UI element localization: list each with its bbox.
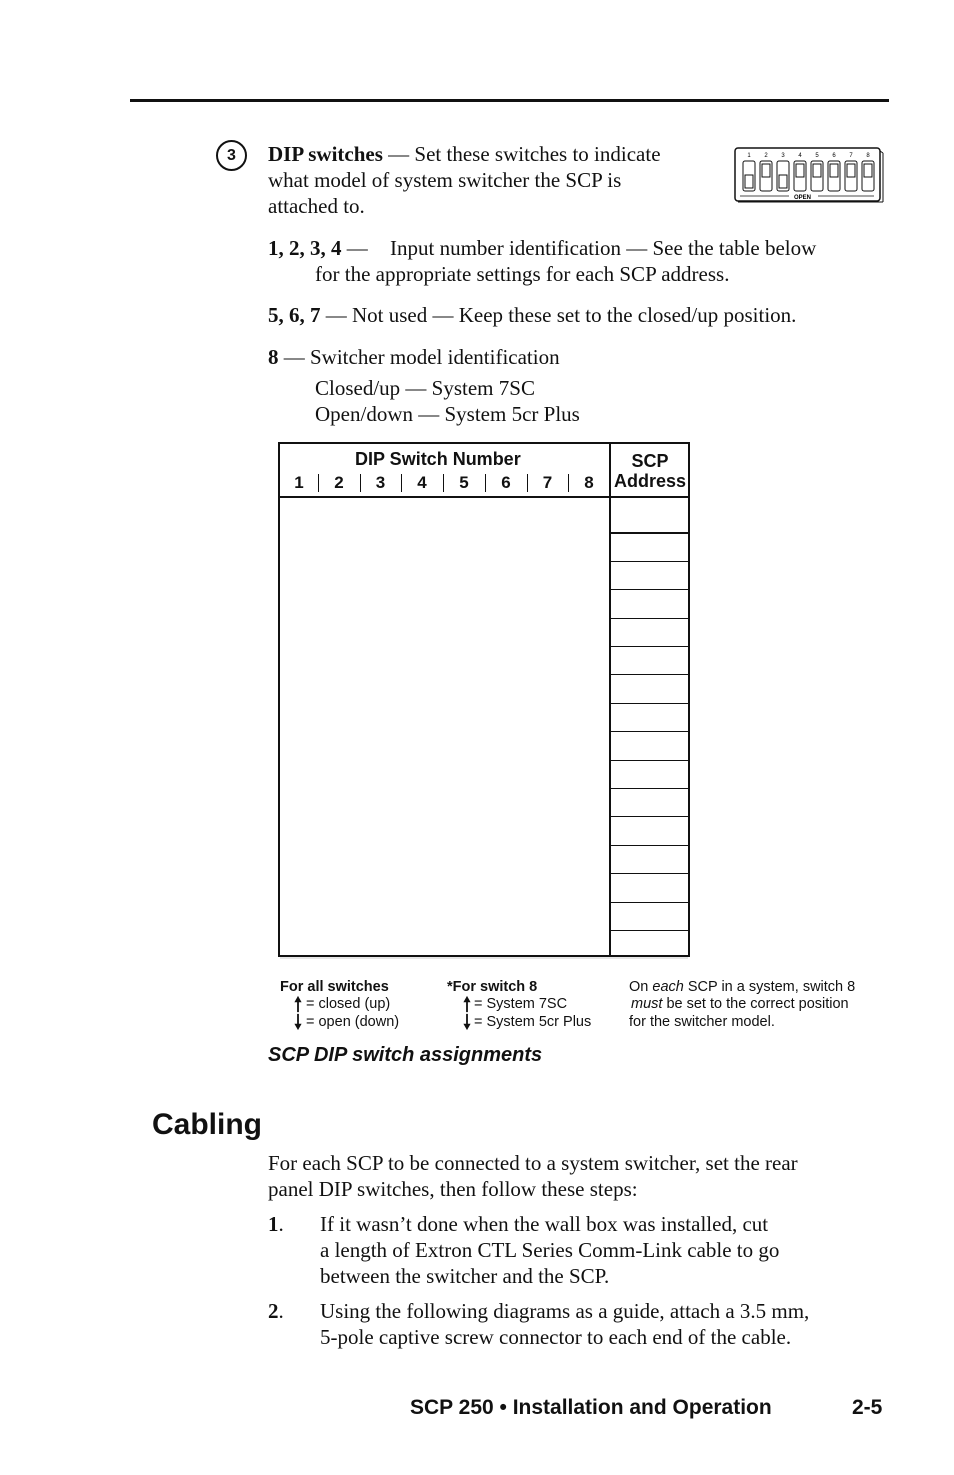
dip-switch-knob bbox=[813, 164, 821, 177]
table-address-header-line2: Address bbox=[613, 471, 687, 491]
dip-open-label: OPEN bbox=[794, 195, 812, 201]
switch-number-header: 8 bbox=[584, 473, 594, 492]
item-1-4-text-line2: for the appropriate settings for each SCP address. bbox=[315, 262, 730, 286]
item-5-7-label: 5, 6, 7 bbox=[268, 303, 321, 327]
legend-all-up: = closed (up) bbox=[306, 996, 391, 1012]
dip-number-label: 7 bbox=[849, 153, 853, 159]
header-column-separator bbox=[318, 474, 319, 492]
step-2-line2: 5-pole captive screw connector to each end of the cable. bbox=[320, 1325, 792, 1349]
closed-up-line: Closed/up — System 7SC bbox=[315, 376, 535, 400]
legend-sw8-up: = System 7SC bbox=[474, 996, 568, 1012]
item-1-4-text-line1: Input number identification — See the table below bbox=[390, 236, 817, 260]
legend-down-arrow-icon bbox=[292, 1013, 304, 1031]
step-number-badge: 3 bbox=[216, 140, 247, 171]
address-row-separator bbox=[610, 703, 688, 704]
cabling-intro-line2: panel DIP switches, then follow these steps: bbox=[268, 1177, 638, 1201]
switch-number-header: 2 bbox=[334, 473, 344, 492]
address-row-separator bbox=[610, 589, 688, 590]
note-pre: On bbox=[629, 979, 653, 995]
legend-note-line1 bbox=[629, 979, 855, 997]
address-row-separator bbox=[610, 731, 688, 732]
dip-number-label: 3 bbox=[781, 153, 785, 159]
dip-switch-knob bbox=[796, 164, 804, 177]
address-row-separator bbox=[610, 561, 688, 562]
step-1-line1: If it wasn’t done when the wall box was installed, cut bbox=[320, 1212, 769, 1236]
note-each: each bbox=[652, 979, 684, 995]
address-row-separator bbox=[610, 816, 688, 817]
table-address-divider bbox=[609, 444, 611, 955]
switch-number-header: 3 bbox=[375, 473, 386, 492]
note-post: SCP in a system, switch 8 bbox=[683, 979, 856, 995]
step-2-num: 2 bbox=[268, 1299, 279, 1323]
dip-number-label: 2 bbox=[764, 153, 768, 159]
switch-number-header: 6 bbox=[501, 473, 511, 492]
dip-switch-knob bbox=[745, 175, 753, 188]
item-8-text: — Switcher model identification bbox=[278, 345, 560, 369]
header-column-separator bbox=[360, 474, 361, 492]
legend-note-line2 bbox=[631, 996, 849, 1014]
note-line2-rest: be set to the correct position bbox=[662, 996, 849, 1012]
header-column-separator bbox=[401, 474, 402, 492]
legend-all-title: For all switches bbox=[280, 979, 389, 995]
item-5-7-text: — Not used — Keep these set to the closed/up position. bbox=[320, 303, 797, 327]
dip-table bbox=[278, 442, 690, 957]
dip-switch-knob bbox=[762, 164, 770, 177]
legend-up-arrow-icon bbox=[292, 995, 304, 1013]
table-header-rule bbox=[280, 496, 688, 498]
top-rule bbox=[130, 99, 889, 102]
step-2-number: 2. bbox=[268, 1299, 284, 1323]
table-header-title: DIP Switch Number bbox=[355, 449, 521, 469]
dip-body bbox=[735, 148, 880, 201]
header-column-separator bbox=[485, 474, 486, 492]
switch-number-header: 7 bbox=[542, 473, 553, 492]
legend-sw8-down-arrow-icon bbox=[461, 1013, 473, 1031]
item-1-4-line1 bbox=[268, 235, 368, 261]
address-row-separator bbox=[610, 788, 688, 789]
table-address-header-line1: SCP bbox=[631, 451, 669, 471]
legend-sw8-down: = System 5cr Plus bbox=[474, 1014, 592, 1030]
address-row-separator bbox=[610, 674, 688, 675]
item-8 bbox=[268, 344, 560, 370]
dip-number-label: 1 bbox=[747, 153, 751, 159]
dip-number-label: 6 bbox=[832, 153, 836, 159]
dip-switch-illustration bbox=[734, 147, 884, 203]
switch-number-header: 4 bbox=[417, 473, 427, 492]
step-1-num: 1 bbox=[268, 1212, 279, 1236]
step-1-line3: between the switcher and the SCP. bbox=[320, 1264, 610, 1288]
address-row-separator bbox=[610, 760, 688, 761]
legend-sw8-up-arrow-icon bbox=[461, 995, 473, 1013]
address-row-separator bbox=[610, 646, 688, 647]
address-row-separator bbox=[610, 902, 688, 903]
item-8-label: 8 bbox=[268, 345, 279, 369]
address-row-separator bbox=[610, 873, 688, 874]
item-1-4-label: 1, 2, 3, 4 bbox=[268, 236, 342, 260]
dip-heading-line2: what model of system switcher the SCP is bbox=[268, 168, 622, 192]
item-5-7 bbox=[268, 302, 796, 328]
header-column-separator bbox=[443, 474, 444, 492]
footer-page-number: 2-5 bbox=[852, 1396, 883, 1419]
dip-number-label: 4 bbox=[798, 153, 802, 159]
step-1-number: 1. bbox=[268, 1212, 284, 1236]
dip-switch-knob bbox=[864, 164, 872, 177]
dip-heading-line1 bbox=[268, 141, 661, 167]
dip-heading-rest: — Set these switches to indicate bbox=[382, 142, 661, 166]
address-row-separator bbox=[610, 618, 688, 619]
step-2-line1: Using the following diagrams as a guide, attach a 3.5 mm, bbox=[320, 1299, 810, 1323]
item-1-4-dash: — bbox=[341, 236, 368, 260]
switch-number-header: 5 bbox=[459, 473, 469, 492]
step-1-line2: a length of Extron CTL Series Comm-Link cable to go bbox=[320, 1238, 780, 1262]
header-column-separator bbox=[568, 474, 569, 492]
open-down-line: Open/down — System 5cr Plus bbox=[315, 402, 580, 426]
section-heading-cabling: Cabling bbox=[152, 1108, 262, 1141]
dip-switch-knob bbox=[830, 164, 838, 177]
dip-heading-line3: attached to. bbox=[268, 194, 365, 218]
address-row-separator bbox=[610, 845, 688, 846]
dip-switch-knob bbox=[847, 164, 855, 177]
note-must: must bbox=[631, 996, 663, 1012]
figure-caption: SCP DIP switch assignments bbox=[268, 1044, 543, 1066]
header-column-separator bbox=[527, 474, 528, 492]
switch-number-header: 1 bbox=[294, 473, 304, 492]
footer-title: SCP 250 • Installation and Operation bbox=[410, 1396, 772, 1419]
address-row-separator bbox=[610, 533, 688, 534]
dip-number-label: 8 bbox=[866, 153, 870, 159]
cabling-intro-line1: For each SCP to be connected to a system switcher, set the rear bbox=[268, 1151, 798, 1175]
dip-switch-knob bbox=[779, 175, 787, 188]
dip-heading-bold: DIP switches bbox=[268, 142, 383, 166]
address-row-separator bbox=[610, 930, 688, 931]
legend-note-line3: for the switcher model. bbox=[629, 1014, 775, 1030]
legend-sw8-title: *For switch 8 bbox=[447, 979, 538, 995]
dip-number-label: 5 bbox=[815, 153, 819, 159]
legend-all-down: = open (down) bbox=[306, 1014, 400, 1030]
